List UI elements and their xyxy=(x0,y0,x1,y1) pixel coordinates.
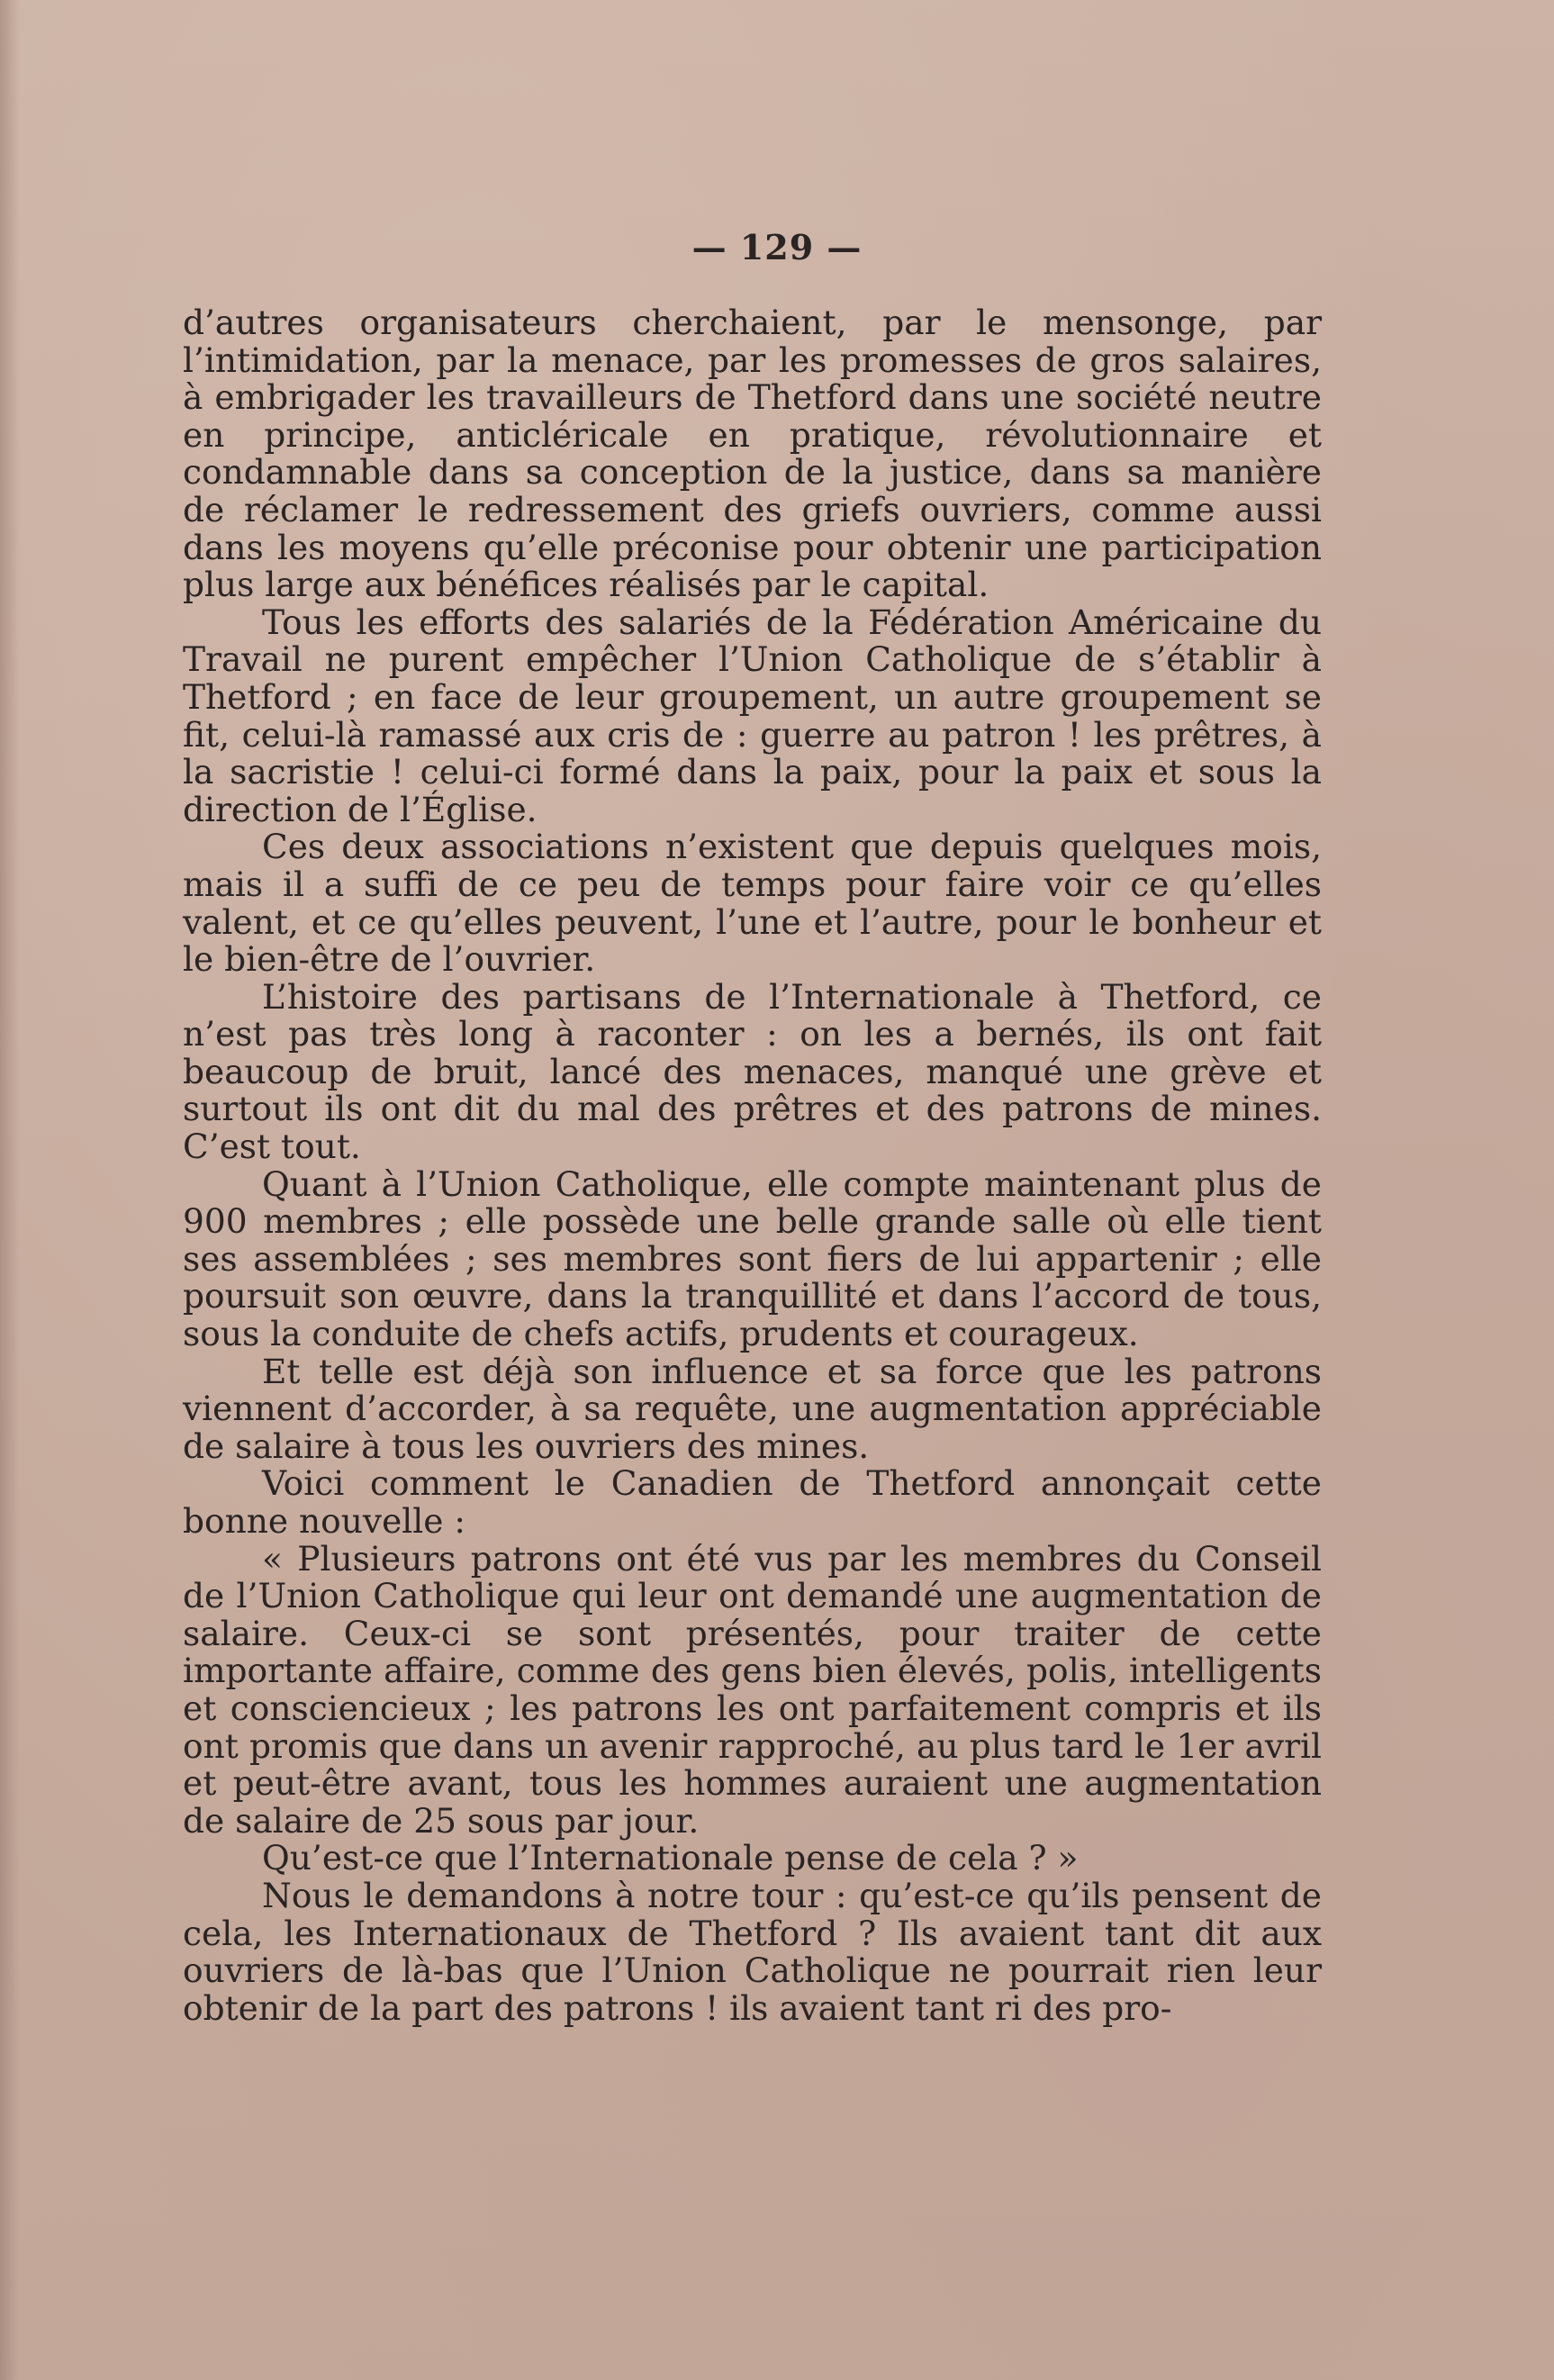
paragraph-3: Ces deux associations n’existent que depuis quelques mois, mais il a suffi de ce peu de temps pour faire voir ce qu’elles valent, et ce qu’elles peuvent, l’une et l’autre, pour le bonheur et le bien-être de l’ouvrier. xyxy=(183,827,1322,980)
paragraph-1: d’autres organisateurs cherchaient, par le mensonge, par l’intimidation, par la menace, par les promesses de gros salaires, à embrigader les travailleurs de Thetford dans une société neutre en principe, anticléricale en pratique, révolutionnaire et condamnable dans sa conception de la justice, dans sa manière de réclamer le redressement des griefs ouvriers, comme aussi dans les moyens qu’elle préconise pour obtenir une participation plus large aux bénéfices réalisés par le capital. xyxy=(183,303,1322,605)
page-number: — 129 — xyxy=(691,227,863,267)
paragraph-8: « Plusieurs patrons ont été vus par les membres du Conseil de l’Union Catholique qui leur ont demandé une augmentation de salaire. Ceux-ci se sont présentés, pour traiter de cette importante affaire, comme des gens bien élevés, polis, intelligents et consciencieux ; les patrons les ont parfaitement compris et ils ont promis que dans un avenir rapproché, au plus tard le 1er avril et peut-être avant, tous les hommes auraient une augmentation de salaire de 25 sous par jour. xyxy=(183,1538,1322,1841)
paragraph-2: Tous les efforts des salariés de la Fédération Américaine du Travail ne purent empêcher l’Union Catholique de s’établir à Thetford ; en face de leur groupement, un autre groupement se fit, celui-là ramassé aux cris de : guerre au patron ! les prêtres, à la sacristie ! celui-ci formé dans la paix, pour la paix et sous la direction de l’Église. xyxy=(183,602,1322,829)
body-text xyxy=(183,304,1322,2027)
paragraph-9: Qu’est-ce que l’Internationale pense de cela ? » xyxy=(262,1838,1079,1878)
paragraph-4: L’histoire des partisans de l’Internationale à Thetford, ce n’est pas très long à raconter : on les a bernés, ils ont fait beaucoup de bruit, lancé des menaces, manqué une grève et surtout ils ont dit du mal des prêtres et des patrons de mines. C’est tout. xyxy=(183,976,1322,1167)
paragraph-7: Voici comment le Canadien de Thetford annonçait cette bonne nouvelle : xyxy=(183,1463,1322,1541)
page-edge-shadow xyxy=(0,0,20,2380)
paragraph-10: Nous le demandons à notre tour : qu’est-ce qu’ils pensent de cela, les Internationaux de Thetford ? Ils avaient tant dit aux ouvriers de là-bas que l’Union Catholique ne pourrait rien leur obtenir de la part des patrons ! ils avaient tant ri des pro- xyxy=(183,1875,1322,2028)
paragraph-6: Et telle est déjà son influence et sa force que les patrons viennent d’accorder, à sa requête, une augmentation appréciable de salaire à tous les ouvriers des mines. xyxy=(183,1351,1322,1466)
paragraph-5: Quant à l’Union Catholique, elle compte maintenant plus de 900 membres ; elle possède une belle grande salle où elle tient ses assemblées ; ses membres sont fiers de lui appartenir ; elle poursuit son œuvre, dans la tranquillité et dans l’accord de tous, sous la conduite de chefs actifs, prudents et courageux. xyxy=(183,1163,1322,1354)
